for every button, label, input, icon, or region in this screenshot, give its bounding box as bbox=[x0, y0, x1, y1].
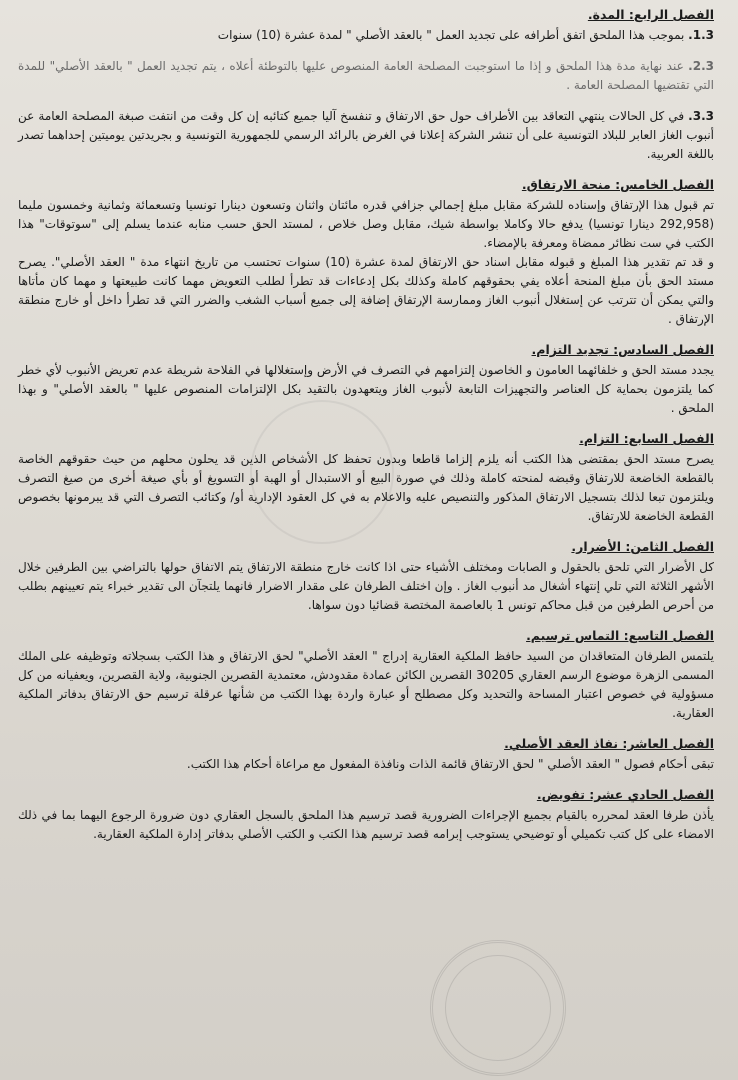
clause-number: 3.3. bbox=[688, 109, 714, 123]
article-9-heading: الفصل التاسع: التماس ترسيم. bbox=[526, 628, 714, 643]
article-8 bbox=[18, 538, 714, 615]
article-4-clause-2 bbox=[18, 57, 714, 95]
article-9 bbox=[18, 627, 714, 723]
article-8-paragraph: كل الأضرار التي تلحق بالحقول و الصابات ومختلف الأشياء حتى اذا كانت خارج منطقة الارتفاق يتم الاتفاق حولها بالتراضي بين الطرفين خلال الأشهر الثلاثة التي تلي إنتهاء أشغال مد أنبوب الغاز . وإن اختلف الطرفان على مقدار الاضرار فانهما يلتجآن الى تقدير خبراء يتم تعيينهم بطلب من أحرص الطرفين من قبل محاكم تونس 1 بالعاصمة المختصة قضائيا دون سواها. bbox=[18, 560, 714, 612]
article-11-heading: الفصل الحادي عشر: تفويض. bbox=[536, 787, 714, 802]
article-11-paragraph: يأذن طرفا العقد لمحرره بالقيام بجميع الإجراءات الضرورية قصد ترسيم هذا الملحق بالسجل العقاري دون ضرورة الرجوع اليهما بما في ذلك الامضاء على كل كتب تكميلي أو توضيحي يستوجب إبرامه قصد ترسيم هذا الكتب و الكتب الأصلي بدفاتر إدارة الملكية العقارية. bbox=[18, 808, 714, 841]
article-10-heading: الفصل العاشر: نفاذ العقد الأصلي. bbox=[504, 736, 714, 751]
article-4-clause-3 bbox=[18, 107, 714, 164]
article-10 bbox=[18, 735, 714, 774]
clause-text: بموجب هذا الملحق اتفق أطرافه على تجديد العمل " بالعقد الأصلي " لمدة عشرة (10) سنوات bbox=[217, 28, 685, 42]
article-8-heading: الفصل الثامن: الأضرار. bbox=[571, 539, 714, 554]
article-6-paragraph: يجدد مستد الحق و خلفائهما العامون و الخاصون إلتزامهم في التصرف في الأرض وإستغلالها في الفلاحة شريطة عدم تعريض الأنبوب لأي خطر كما يلتزمون بحماية كل العناصر والتجهيزات التابعة لأنبوب الغاز ويتعهدون بالتقيد بكل الإلتزامات المنصوص عليها " بالعقد الأصلي" و بهذا الملحق . bbox=[18, 363, 714, 415]
article-10-paragraph: تبقى أحكام فصول " العقد الأصلي " لحق الارتفاق قائمة الذات ونافذة المفعول مع مراعاة أحكام هذا الكتب. bbox=[186, 757, 714, 771]
article-7-paragraph: يصرح مستد الحق بمقتضى هذا الكتب أنه يلزم إلزاما قاطعا وبدون تحفظ كل الأشخاص الذين قد يحلون محلهم من حيث حقوقهم الخاصة بالقطعة الخاضعة للارتفاق وقبضه لمنحته كاملة وذلك في صورة البيع أو الاستبدال أو الهبة أو التسويغ أو بأي صيغة أخرى من صيغ التصرف ويلتزمون تبعا لذلك بتسجيل الارتفاق المذكور والتنصيص عليه والاعلام به في كل العقود الإدارية أو/ وكتائب التصرف التي قد يبرمونها بخصوص القطعة الخاضعة للارتفاق. bbox=[18, 452, 714, 523]
article-5-paragraph-2: و قد تم تقدير هذا المبلغ و قبوله مقابل اسناد حق الارتفاق لمدة عشرة (10) سنوات تحتسب من تاريخ انتهاء مدة " العقد الأصلي". يصرح مستد الحق بأن مبلغ المنحة أعلاه يفي بحقوقهم كاملة وكذلك بكل إدعاءات قد تطرأ لطلب التعويض مهما كانت طبيعتها و مهما كان مأتاها والتي يمكن أن تترتب عن إستغلال أنبوب الغاز وممارسة الإرتفاق إضافة إلى جميع أسباب الشغب والضرر التي قد تطرأ داخل أو خارج منطقة الإرتفاق . bbox=[18, 255, 715, 326]
article-4 bbox=[18, 6, 714, 164]
round-seal-stamp bbox=[430, 940, 566, 1076]
article-5-heading: الفصل الخامس: منحة الارتفاق. bbox=[521, 177, 714, 192]
article-4-clause-1 bbox=[18, 26, 714, 45]
article-6 bbox=[18, 341, 714, 418]
article-5 bbox=[18, 176, 714, 329]
clause-text: في كل الحالات ينتهي التعاقد بين الأطراف حول حق الارتفاق و تنفسخ آليا جميع كتائبه إن كل وقت من انتفت صبغة المصلحة العامة عن أنبوب الغاز العابر للبلاد التونسية على أن تنشر الشركة إعلانا في الغرض بالرائد الرسمي للجمهورية التونسية و بجريدتين يوميتين إحداهما تصدر باللغة العربية. bbox=[18, 109, 714, 161]
clause-text: عند نهاية مدة هذا الملحق و إذا ما استوجبت المصلحة العامة المنصوص عليها بالتوطئة أعلاه ، يتم تجديد العمل " بالعقد الأصلي" للمدة التي تقتضيها المصلحة العامة . bbox=[18, 59, 714, 92]
clause-number: 2.3. bbox=[688, 59, 714, 73]
watermark-stamp bbox=[250, 400, 394, 544]
article-11 bbox=[18, 786, 714, 844]
clause-number: 1.3. bbox=[688, 28, 714, 42]
article-9-paragraph: يلتمس الطرفان المتعاقدان من السيد حافظ الملكية العقارية إدراج " العقد الأصلي" لحق الارتفاق و هذا الكتب بسجلاته وتوظيفه على الملك المسمى الزهرة موضوع الرسم العقاري 30205 القصرين الكائن عمادة مقدودش، معتمدية القصرين الجنوبية، ولاية القصرين، ويعفيانه من كل مسؤولية في خصوص اعتبار المساحة والتحديد وكل مصطلح أو عبارة واردة بهذا الكتب من شأنها عرقلة ترسيم حق الارتفاق بدفاتر الملكية العقارية. bbox=[18, 649, 714, 720]
article-7-heading: الفصل السابع: التزام. bbox=[579, 431, 714, 446]
article-5-paragraph-1: تم قبول هذا الإرتفاق وإسناده للشركة مقابل مبلغ إجمالي جزافي قدره مائتان واثنان وتسعون دينارا تونسيا وتسعمائة وثمانية وخمسون مليما (292,958 دينارا تونسيا) يدفع حالا وكاملا بواسطة شيك، مقابل وصل خلاص ، لمستد الحق حسب منابه عندما يسلم إلى "سوتوقات" هذا الكتب في ست نظائر ممضاة ومعرفة بالإمضاء. bbox=[18, 198, 714, 250]
article-4-heading: الفصل الرابع: المدة. bbox=[587, 7, 714, 22]
article-6-heading: الفصل السادس: تجديد التزام. bbox=[531, 342, 714, 357]
